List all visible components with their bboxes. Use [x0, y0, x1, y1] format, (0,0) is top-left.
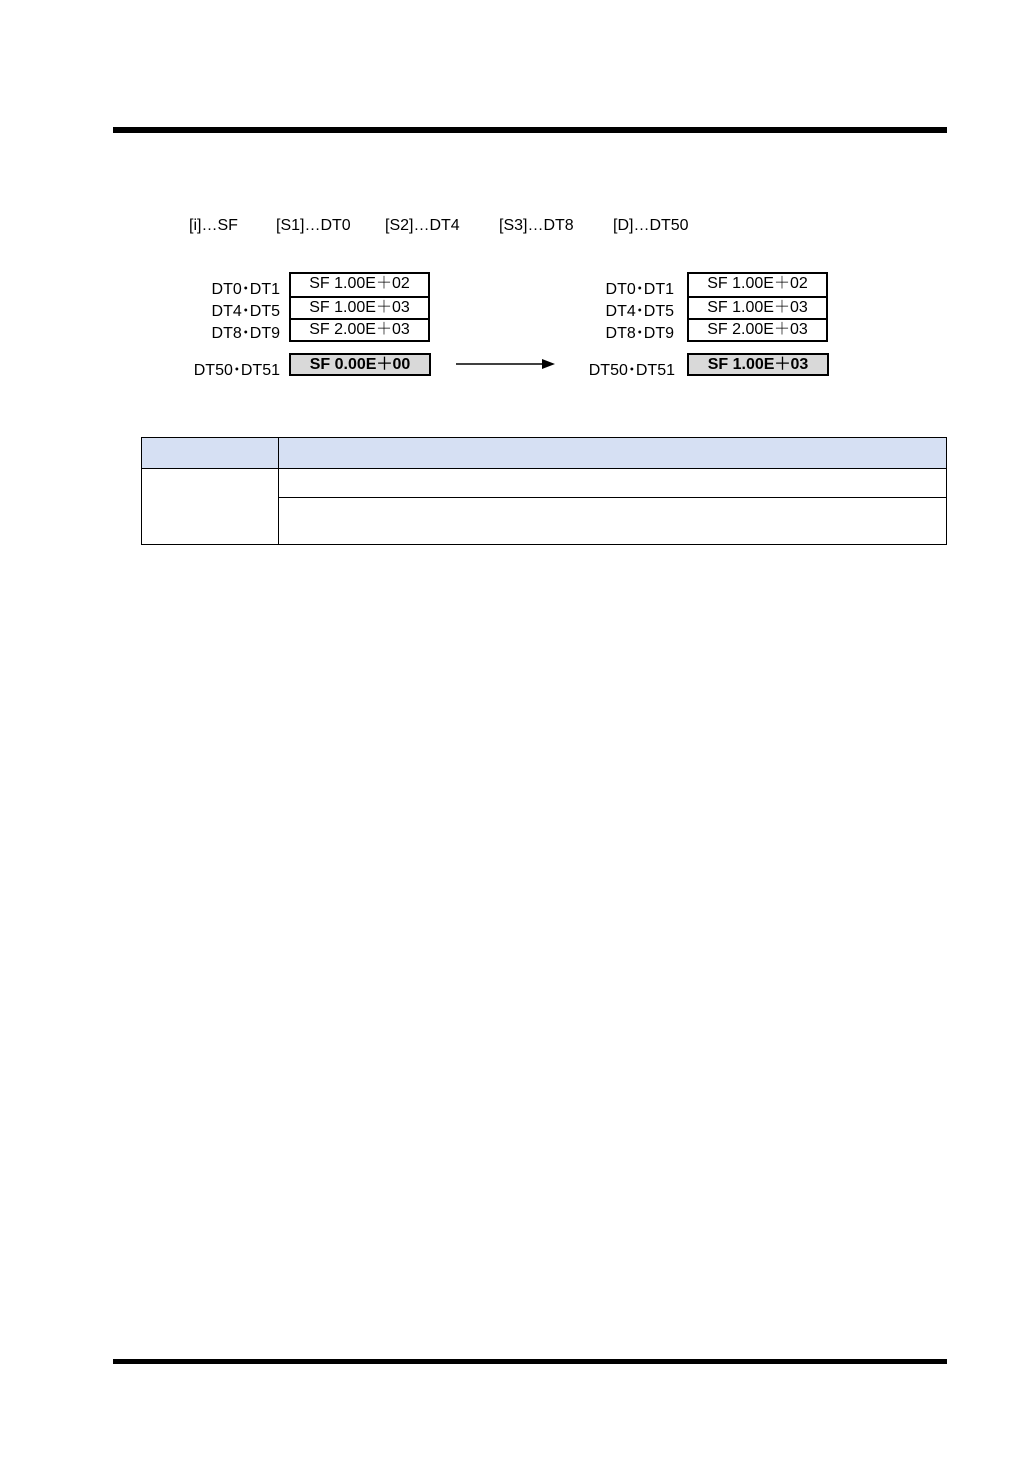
register-value: SF 2.00E＋03	[689, 318, 826, 340]
dest-register-label: DT50･DT51	[193, 362, 280, 379]
register-label: DT4･DT5	[211, 303, 280, 320]
register-label: DT8･DT9	[605, 325, 674, 342]
flag-table	[141, 437, 947, 545]
table-cell	[142, 469, 279, 545]
footer-rule	[113, 1359, 947, 1364]
source-register-box	[687, 272, 828, 342]
register-label: DT0･DT1	[211, 281, 280, 298]
operand-d: [D]…DT50	[613, 217, 689, 234]
dest-register-value: SF 0.00E＋00	[289, 353, 431, 376]
register-label: DT4･DT5	[605, 303, 674, 320]
table-row	[142, 469, 947, 498]
table-header-cell	[142, 438, 279, 469]
source-register-box	[289, 272, 430, 342]
table-header-cell	[279, 438, 947, 469]
register-value: SF 1.00E＋02	[707, 275, 808, 292]
register-value: SF 1.00E＋03	[291, 296, 428, 318]
table-header-row	[142, 438, 947, 469]
register-value: SF 2.00E＋03	[291, 318, 428, 340]
operand-s2: [S2]…DT4	[385, 217, 460, 234]
arrow-icon	[456, 357, 556, 371]
table-cell	[279, 498, 947, 545]
register-value: SF 1.00E＋02	[309, 275, 410, 292]
register-label: DT0･DT1	[605, 281, 674, 298]
register-value: SF 1.00E＋03	[689, 296, 826, 318]
operand-i: [i]…SF	[189, 217, 238, 234]
header-rule	[113, 127, 947, 133]
register-label: DT8･DT9	[211, 325, 280, 342]
operand-s3: [S3]…DT8	[499, 217, 574, 234]
table-cell	[279, 469, 947, 498]
dest-register-label: DT50･DT51	[588, 362, 675, 379]
dest-register-value: SF 1.00E＋03	[687, 353, 829, 376]
operand-s1: [S1]…DT0	[276, 217, 351, 234]
